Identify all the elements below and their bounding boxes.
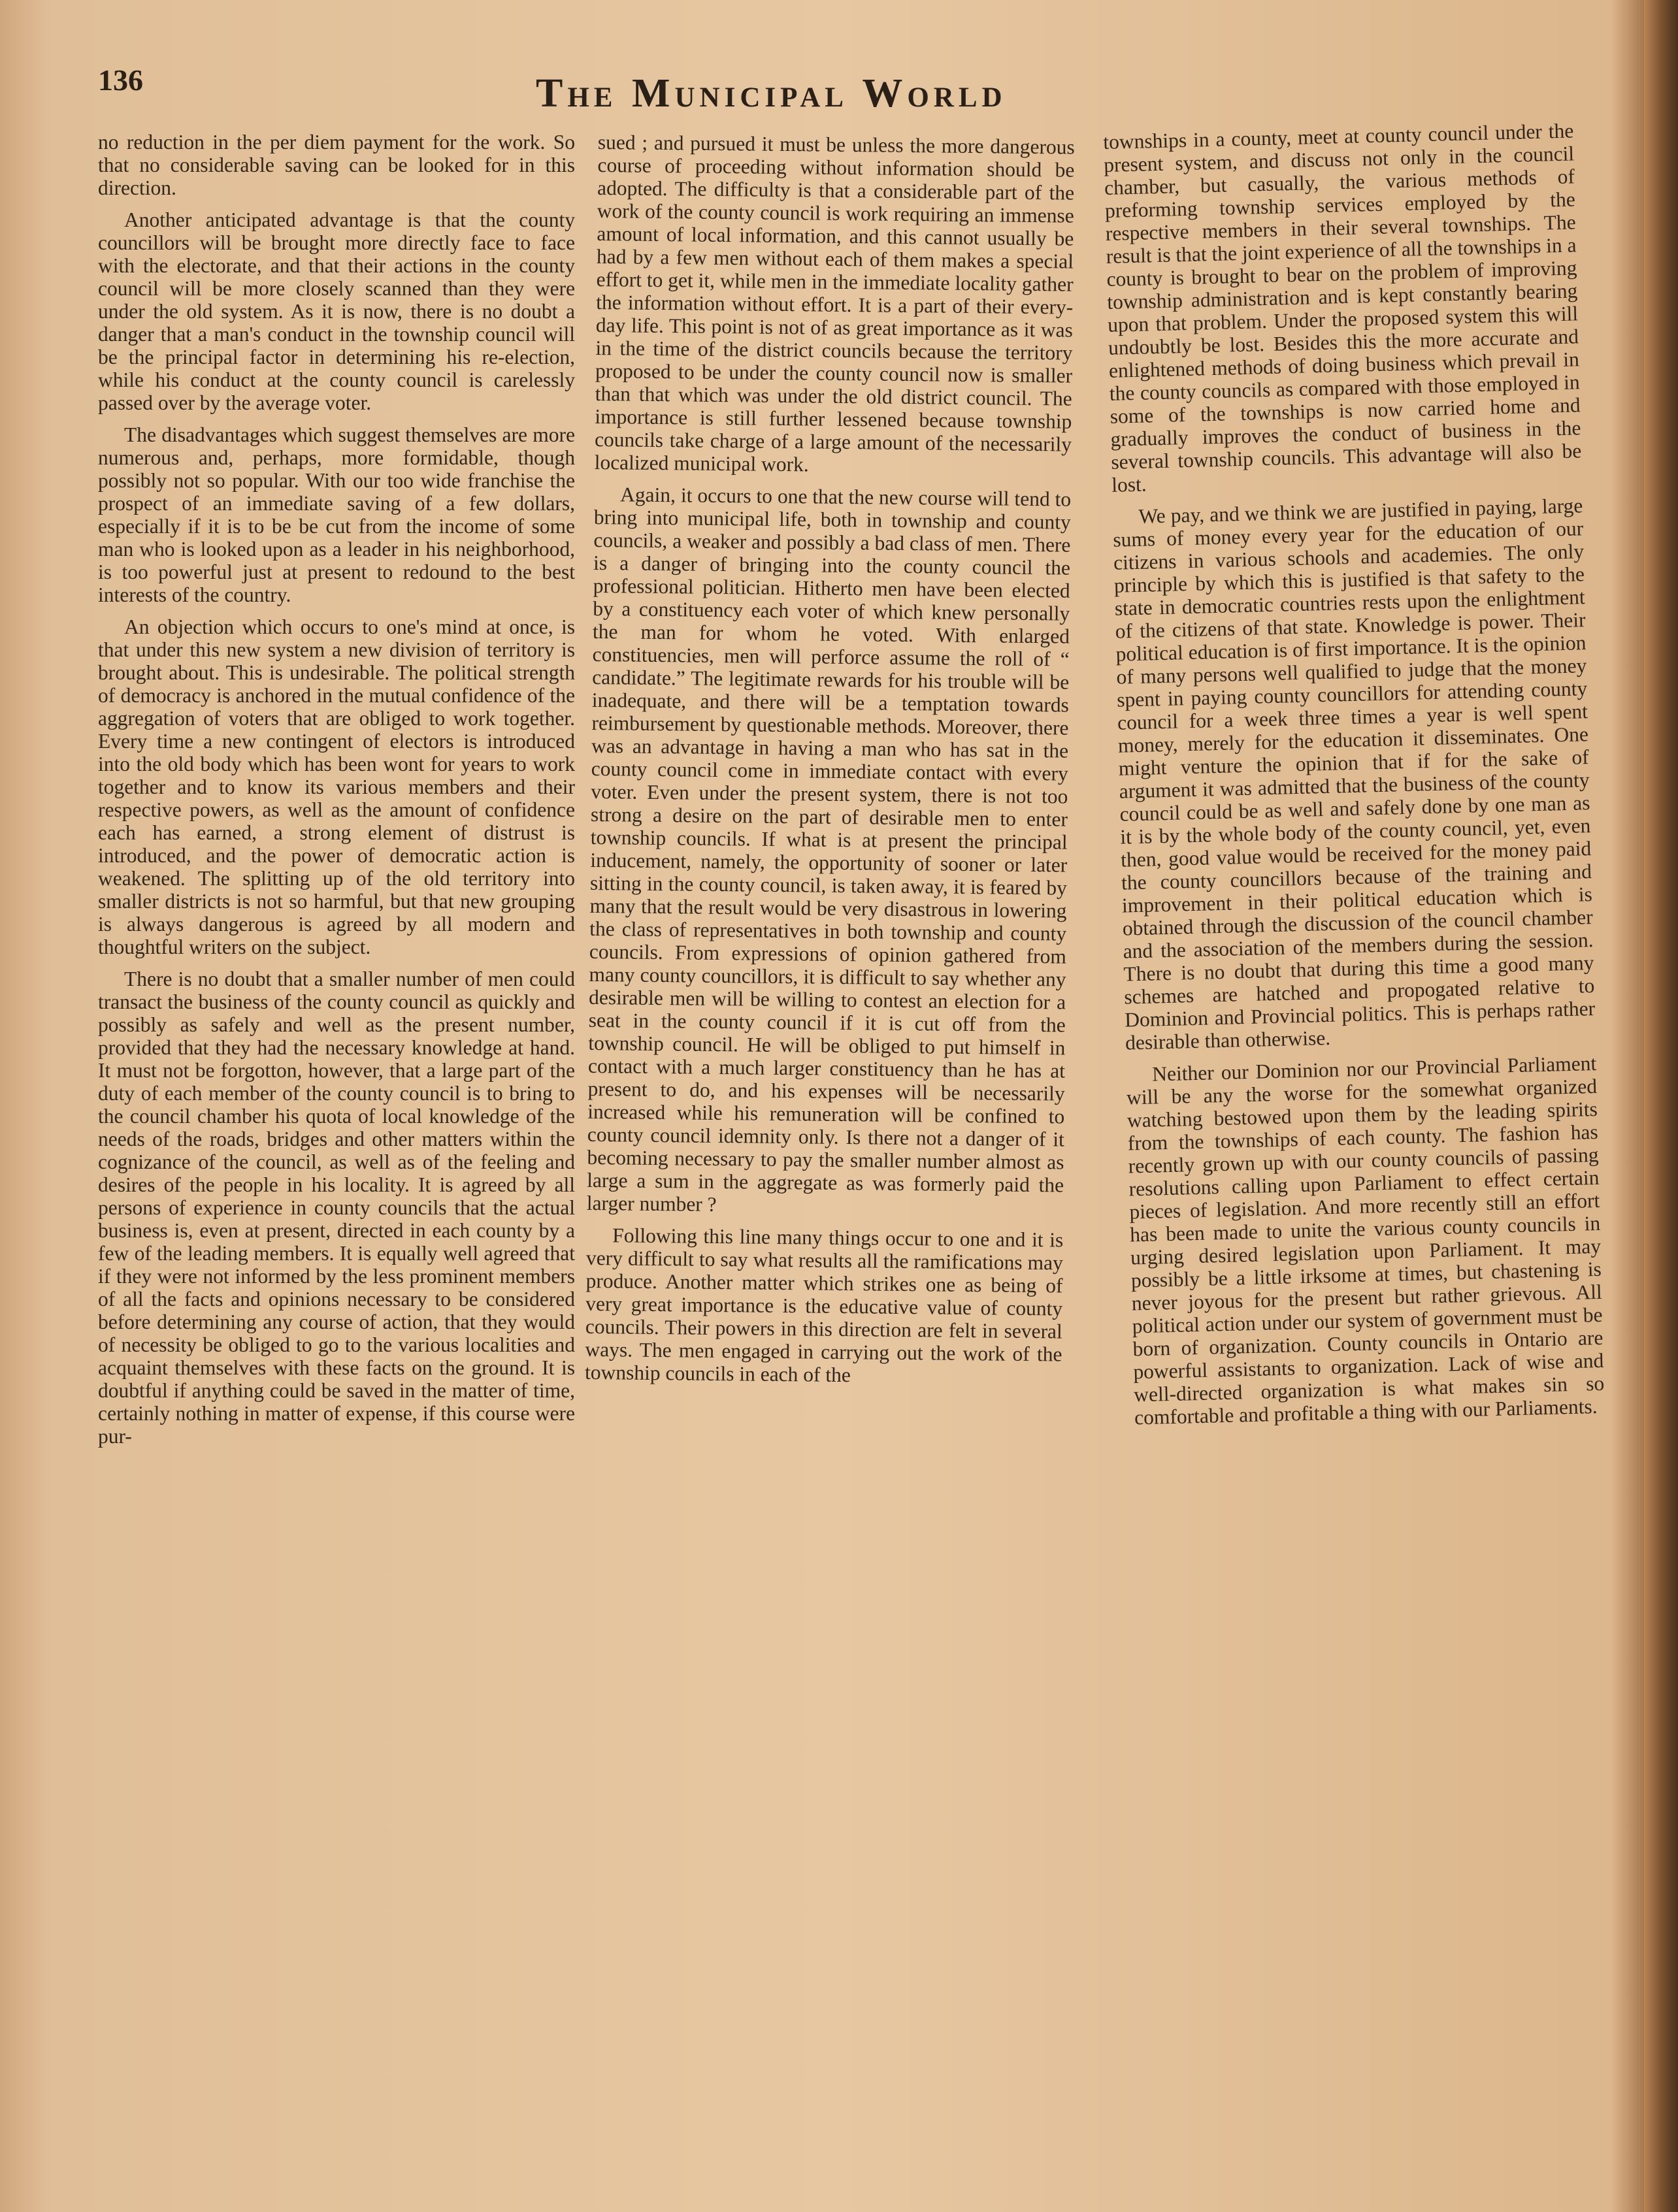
text-column-right xyxy=(1103,119,1622,2136)
paragraph: The disadvantages which suggest themselves are more numerous and, perhaps, more formidable, though possibly not so popular. With our too wide franchise the prospect of an immediate saving of a few dollars, especially if it is to be be cut from the income of some man who is looked upon as a leader in his neighborhood, is too powerful just at present to redound to the best interests of the country. xyxy=(98,423,575,606)
paragraph: We pay, and we think we are justified in paying, large sums of money every year for the education of our citizens in various schools and academies. The only principle by which this is justified is that safety to the state in democratic countries rests upon the enlightment of the citizens of that state. Knowledge is power. Their political education is of first importance. It is the opinion of many persons well qualified to judge that the money spent in paying county councillors for attending county council for a week three times a year is well spent money, merely for the education it disseminates. One might venture the opinion that if for the sake of argument it was admitted that the business of the county council could be as well and safely done by one man as it is by the whole body of the county council, yet, even then, good value would be received for the money paid the county councillors because of the training and improvement in their political education which is obtained through the discussion of the council chamber and the association of the members during the session. There is no doubt that during this time a good many schemes are hatched and propogated relative to Dominion and Provincial politics. This is perhaps rather desirable than otherwise. xyxy=(1112,494,1596,1054)
paragraph: There is no doubt that a smaller number of men could transact the business of the county council as quickly and possibly as safely and well as the present number, provided that they had the necessary knowledge at hand. It must not be forgotton, however, that a large part of the duty of each member of the county council is to bring to the council chamber his quota of local knowledge of the needs of the roads, bridges and other matters within the cognizance of the council, as well as of the feeling and desires of the people in his locality. It is agreed by all persons of experience in county councils that the actual business is, even at present, directed in each county by a few of the leading members. It is equally well agreed that if they were not informed by the less prominent members of all the facts and opinions necessary to be considered before determining any course of action, that they would of necessity be obliged to go to the various localities and acquaint themselves with these facts on the ground. It is doubtful if anything could be saved in the matter of time, certainly nothing in matter of expense, if this course were pur- xyxy=(98,968,575,1448)
paragraph: An objection which occurs to one's mind at once, is that under this new system a new division of territory is brought about. This is undesirable. The political strength of democracy is anchored in the mutual confidence of the aggregation of voters that are obliged to work together. Every time a new contingent of electors is introduced into the old body which has been wont for years to work together and to know its various members and their respective powers, as well as the amount of confidence each has earned, a strong element of distrust is introduced, and the power of democratic action is weakened. The splitting up of the old territory into smaller districts is not so harmful, but that new grouping is always dangerous is agreed by all modern and thoughtful writers on the subject. xyxy=(98,615,575,958)
paragraph: sued ; and pursued it must be unless the more dangerous course of proceeding without information should be adopted. The difficulty is that a considerable part of the work of the county council is work requiring an immense amount of local information, and this cannot usually be had by a few men without each of them makes a special effort to get it, while men in the immediate locality gather the information without effort. It is a part of their every-day life. This point is not of as great importance as it was in the time of the district councils because the territory proposed to be under the county council now is smaller than that which was under the old district council. The importance is still further lessened because township councils take charge of a large amount of the necessarily localized municipal work. xyxy=(594,131,1075,476)
book-spine-edge xyxy=(1644,0,1678,2212)
paragraph: townships in a county, meet at county council under the present system, and discuss not only in the council chamber, but casually, the various methods of preforming township services employed by the respective members in their several townships. The result is that the joint experience of all the townships in a county is brought to bear on the problem of improving township administration and is kept constantly bearing upon that problem. Under the proposed system this will undoubtly be lost. Besides this the more accurate and enlightened methods of doing business which prevail in the county councils as compared with those employed in some of the townships is now carried home and gradually improves the conduct of business in the several township councils. This advantage will also be lost. xyxy=(1103,119,1582,496)
running-title: The Municipal World xyxy=(536,71,1007,116)
paragraph: Another anticipated advantage is that the county councillors will be brought more directly face to face with the electorate, and that their actions in the county council will be more closely scanned than they were under the old system. As it is now, there is no doubt a danger that a man's conduct in the township council will be the principal factor in determining his re-election, while his conduct at the county council is carelessly passed over by the average voter. xyxy=(98,208,575,414)
page-number: 136 xyxy=(98,63,143,97)
text-column-middle xyxy=(577,131,1075,2128)
paragraph: Again, it occurs to one that the new course will tend to bring into municipal life, both in township and county councils, a weaker and possibly a bad class of men. There is a danger of bringing into the county council the professional politician. Hitherto men have been elected by a constituency each voter of which knew personally the man for whom he voted. With enlarged constituencies, men will perforce assume the roll of “ candidate.” The legitimate rewards for his trouble will be inadequate, and there will be a temptation towards reimbursement by questionable methods. Moreover, there was an advantage in having a man who has sat in the county council come in immediate contact with every voter. Even under the present system, there is not too strong a desire on the part of desirable men to enter township councils. If what is at present the principal inducement, namely, the opportunity of sooner or later sitting in the county council, is taken away, it is feared by many that the result would be very disastrous in lowering the class of representatives in both township and county councils. From expressions of opinion gathered from many county councillors, it is difficult to say whether any desirable men will be willing to contest an election for a seat in the county council if it is cut off from the township council. He will be obliged to put himself in contact with a much larger constituency than he has at present to do, and his expenses will be necessarily increased while his remuneration will be confined to county council idemnity only. Is there not a danger of it becoming necessary to pay the smaller number almost as large a sum in the aggregate as was formerly paid the larger number ? xyxy=(586,483,1072,1216)
paragraph: no reduction in the per diem payment for the work. So that no considerable saving can be looked for in this direction. xyxy=(98,131,575,199)
paragraph: Following this line many things occur to one and it is very difficult to say what results all the ramifications may produce. Another matter which strikes one as being of very great importance is the educative value of county councils. Their powers in this direction are felt in several ways. The men engaged in carrying out the work of the township councils in each of the xyxy=(584,1224,1064,1387)
paragraph: Neither our Dominion nor our Provincial Parliament will be any the worse for the somewhat organized watching bestowed upon them by the leading spirits from the townships of each county. The fashion has recently grown up with our county councils of passing resolutions calling upon Parliament to effect certain pieces of legislation. And more recently still an effort has been made to unite the various county councils in urging desired legislation upon Parliament. It may possibly be a little irksome at times, but chastening is never joyous for the present but rather grievous. All political action under our system of government must be born of organization. County councils in Ontario are powerful assistants to organization. Lack of wise and well-directed organization is what makes sin so comfortable and profitable a thing with our Parliaments. xyxy=(1126,1051,1605,1429)
text-column-left xyxy=(98,131,575,2097)
